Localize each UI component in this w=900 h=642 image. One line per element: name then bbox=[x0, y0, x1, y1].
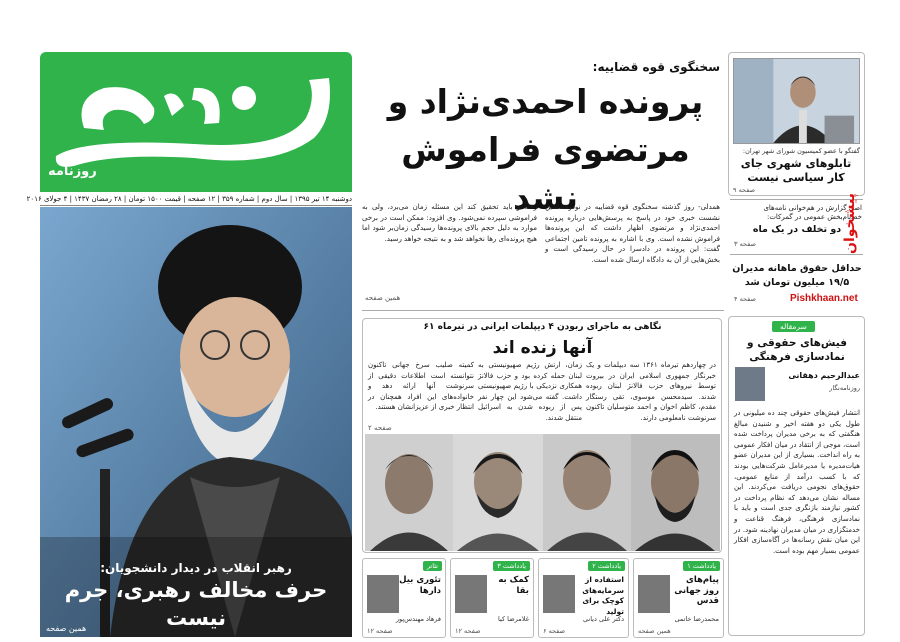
divider bbox=[730, 254, 863, 255]
customs-title[interactable]: دو تخلف در یک ماه bbox=[752, 224, 842, 235]
interview-title[interactable]: تابلوهای شهری جای کار سیاسی نیست bbox=[740, 157, 852, 184]
main-headline-line2: مرتضوی فراموش نشد bbox=[401, 130, 690, 217]
salary-page-ref[interactable]: صفحه ۴ bbox=[734, 295, 757, 303]
note-page-ref: همین صفحه bbox=[638, 627, 671, 635]
note-page-ref: صفحه ۱۲ bbox=[455, 627, 481, 635]
hostage-kicker: نگاهی به ماجرای ربودن ۴ دیپلمات ایرانی در تیرماه ۶۱ bbox=[423, 322, 662, 332]
hostage-body-column-2: زمان، ارتش رژیم صهیونیستی به لبنان حمله کرده بود و حزب فالانژ همکاری نزدیکی با رژیم صهیونیستی داشت. گفته می‌شود این چهار نفر پس از ربوده شدن به اسرائیل منتقل شدند. bbox=[478, 361, 582, 422]
note-author: فرهاد مهندس‌پور bbox=[395, 615, 441, 623]
note-tag: یادداشت ۲ bbox=[588, 561, 625, 571]
main-kicker: سخنگوی قوه قضاییه: bbox=[592, 60, 720, 74]
portrait-2 bbox=[453, 434, 543, 551]
masthead-logo-small: روزنامه bbox=[48, 164, 97, 179]
interview-photo bbox=[733, 58, 860, 144]
portrait-3 bbox=[543, 434, 631, 551]
main-headline[interactable] bbox=[368, 78, 723, 222]
interview-kicker: گفتگو با عضو کمیسیون شورای شهر تهران: bbox=[742, 147, 860, 155]
note-tag: یادداشت ۱ bbox=[683, 561, 720, 571]
main-page-ref[interactable]: همین صفحه bbox=[365, 294, 401, 302]
editorial-author-role: روزنامه‌نگار bbox=[829, 384, 860, 392]
main-body-column-right: همدلی- روز گذشته سخنگوی قوه قضاییه در نودوهشتمین نشست خبری خود در پاسخ به پرسش‌هایی درباره پرونده احمدی‌نژاد و مرتضوی اظهار داشت که این پرونده‌ها فراموش نشده است. وی با اشاره به پرونده تامین اجتماعی گفت: این پرونده در دادسرا در حال رسیدگی است و بخش‌هایی از آن به دادگاه ارسال شده است. bbox=[545, 203, 720, 264]
note-author: غلامرضا کیا bbox=[498, 615, 529, 623]
editorial-body: انتشار فیش‌های حقوقی چند ده میلیونی در طول یکی دو هفته اخیر و شنیدن مبالغ هنگفتی که به برخی مدیران پرداخت شده است، موجی از انتقاد در میان افکار عمومی به راه انداخت. بسیاری از این مدیران عضو هیات‌مدیره یا مدیرعامل شرکت‌هایی بودند که با کسب درآمد از منابع عمومی، حقوق‌های نجومی دریافت می‌کردند. این مساله نشان می‌دهد که نظام پرداخت در کشور نیازمند بازنگری جدی است و باید با نمادسازی فرهنگی، فرهنگ قناعت و خدمتگزاری در میان مدیران نهادینه شود. در این میان نقش رسانه‌ها در آگاه‌سازی افکار عمومی بسیار مهم بوده است. bbox=[734, 409, 860, 555]
note-page-ref: صفحه ۱۲ bbox=[367, 627, 393, 635]
author-photo bbox=[543, 575, 575, 613]
masthead-logo-text bbox=[50, 54, 250, 124]
note-author: دکتر علی دیانی bbox=[582, 615, 624, 623]
hostage-body-column-1: در چهاردهم تیرماه ۱۳۶۱ سه دیپلمات و یک خبرنگار جمهوری اسلامی ایران در بیروت توسط نیروهای حزب فالانژ لبنان ربوده شدند. سیدمحسن موسوی، تقی رستگار مقدم، کاظم اخوان و احمد متوسلیان تاکنون سرنوشت نامعلومی دارند. bbox=[586, 361, 716, 422]
note-box-2[interactable] bbox=[538, 558, 629, 638]
note-author: محمدرضا خاتمی bbox=[674, 615, 719, 623]
customs-kicker: اصل گزارش در هم‌خوانی نامه‌های خط‌نام‌بخش عمومی در گمرکات: bbox=[763, 204, 862, 221]
note-box-3[interactable] bbox=[450, 558, 534, 638]
hostage-portraits bbox=[365, 434, 720, 551]
interview-page-ref[interactable]: صفحه ۹ bbox=[733, 186, 756, 194]
author-photo bbox=[367, 575, 399, 613]
watermark-logo: پیشخوان bbox=[842, 193, 858, 254]
hostage-body-column-3: کمیته صلیب سرخ جهانی تاکنون نتوانسته است اطلاعات دقیقی از سرنوشت آنها ارائه دهد و خانواده‌های این افراد همچنان در انتظار خبری از عزیزانشان هستند. bbox=[368, 361, 474, 412]
editorial-title[interactable]: فیش‌های حقوقی و نمادسازی فرهنگی bbox=[747, 337, 847, 363]
note-box-4[interactable] bbox=[362, 558, 446, 638]
author-photo bbox=[638, 575, 670, 613]
watermark-url[interactable]: Pishkhaan.net bbox=[790, 293, 858, 304]
note-tag: تئاتر bbox=[423, 561, 442, 571]
editorial-author-photo bbox=[735, 367, 765, 401]
masthead bbox=[40, 52, 352, 192]
note-title: تئوری بیل دارها bbox=[399, 575, 441, 596]
note-title: کمک به بقا bbox=[498, 575, 529, 596]
hostage-page-ref[interactable]: صفحه ۲ bbox=[368, 424, 392, 432]
salary-title[interactable]: حداقل حقوق ماهانه مدیران ۱۹/۵ میلیون تومان شد bbox=[732, 263, 862, 288]
note-tag: یادداشت ۳ bbox=[493, 561, 530, 571]
customs-page-ref[interactable]: صفحه ۳ bbox=[734, 240, 757, 248]
leader-page-ref[interactable]: همین صفحه bbox=[46, 624, 87, 633]
portrait-4 bbox=[631, 434, 720, 551]
leader-kicker: رهبر انقلاب در دیدار دانشجویان: bbox=[100, 561, 292, 575]
dateline: دوشنبه ۱۴ تیر ۱۳۹۵ | سال دوم | شماره ۳۵۹ | ۱۲ صفحه | قیمت ۱۵۰۰ تومان | ۲۸ رمضان ۱۴۳۷ | ۴ جولای ۲۰۱۶ bbox=[40, 192, 352, 206]
hostage-title[interactable]: آنها زنده اند bbox=[492, 338, 593, 358]
leader-headline[interactable]: حرف مخالف رهبری، جرم نیست bbox=[64, 578, 328, 630]
note-page-ref: صفحه ۶ bbox=[543, 627, 566, 635]
note-title: استفاده از سرمایه‌های کوچک برای تولید bbox=[582, 575, 624, 616]
portrait-1 bbox=[365, 434, 453, 551]
note-title: پیام‌های روز جهانی قدس bbox=[674, 575, 719, 606]
editorial-tag: سرمقاله bbox=[772, 321, 815, 332]
note-box-1[interactable] bbox=[633, 558, 724, 638]
main-body-column-left: رفته و باید تحقیق کند این مسئله زمان می‌برد، ولی به فراموشی سپرده نمی‌شود. وی افزود: ممکن است در برخی موارد به دلیل حجم بالای پرونده‌ها رسیدگی زمان‌بر شود اما هیچ پرونده‌ای رها نخواهد شد و به نتیجه خواهد رسید. bbox=[362, 203, 537, 243]
author-photo bbox=[455, 575, 487, 613]
divider bbox=[362, 310, 724, 311]
leader-caption bbox=[44, 560, 348, 632]
main-headline-line1: پرونده احمدی‌نژاد و bbox=[387, 82, 704, 121]
editorial-author: عبدالرحیم دهقانی bbox=[788, 371, 860, 380]
